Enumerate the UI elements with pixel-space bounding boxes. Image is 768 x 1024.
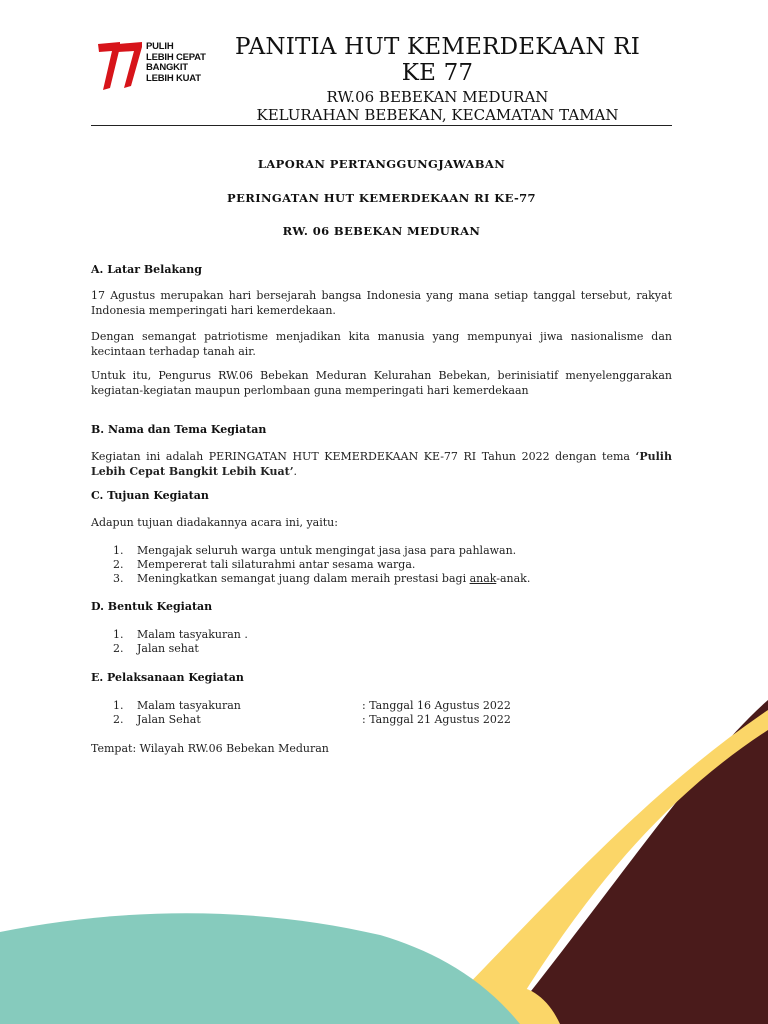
list-item [113,544,516,558]
list-text: Meningkatkan semangat juang dalam meraih prestasi bagi [137,572,470,585]
section-a-paragraph-3: Untuk itu, Pengurus RW.06 Bebekan Meduran Kelurahan Bebekan, berinisiatif menyelenggarakan kegiatan-kegiatan maupun perlombaan guna memperingati hari kemerdekaan [91,369,672,397]
section-a-heading: A. Latar Belakang [91,263,202,276]
document-subtitle-rw: RW. 06 BEBEKAN MEDURAN [282,224,481,238]
list-item [113,628,248,642]
section-a-paragraph-1: 17 Agustus merupakan hari bersejarah bangsa Indonesia yang mana setiap tanggal tersebut, rakyat Indonesia memperingati hari kemerdekaan. [91,289,672,317]
list-text: Jalan sehat [137,642,199,655]
list-item [113,572,530,586]
letterhead-title [200,34,675,86]
section-b-paragraph [91,449,672,479]
section-b-theme: ‘Pulih Lebih Cepat Bangkit Lebih Kuat’ [91,450,672,478]
letterhead-title-line-1: PANITIA HUT KEMERDEKAAN RI [235,34,640,60]
letterhead-sub-line-1: RW.06 BEBEKAN MEDURAN [326,88,549,106]
letterhead-subtitle [200,88,675,124]
section-b-text-end: . [293,465,298,478]
section-c-heading: C. Tujuan Kegiatan [91,489,209,502]
hut-ri-77-logo [96,38,204,92]
section-e-heading: E. Pelaksanaan Kegiatan [91,671,244,684]
list-item [113,699,511,713]
logo-line-2: LEBIH CEPAT [146,51,206,63]
list-number: 1. [113,628,124,641]
logo-line-1: PULIH [146,41,174,52]
section-b-heading: B. Nama dan Tema Kegiatan [91,423,267,436]
logo-tagline [146,42,206,84]
list-item [113,713,511,727]
letterhead-sub-line-2: KELURAHAN BEBEKAN, KECAMATAN TAMAN [256,106,619,124]
logo-77-mark-icon [96,38,146,92]
section-d-heading: D. Bentuk Kegiatan [91,600,213,613]
section-c-intro: Adapun tujuan diadakannya acara ini, yaitu: [91,516,338,529]
list-number: 2. [113,642,124,655]
list-number: 1. [113,699,124,712]
list-text: Jalan Sehat [137,713,201,726]
list-text-end: -anak. [496,572,531,585]
document-subtitle: PERINGATAN HUT KEMERDEKAAN RI KE-77 [227,191,536,205]
event-location: Tempat: Wilayah RW.06 Bebekan Meduran [91,742,329,755]
list-number: 2. [113,558,124,571]
list-number: 2. [113,713,124,726]
list-item [113,558,415,572]
list-text: Mempererat tali silaturahmi antar sesama warga. [137,558,416,571]
logo-line-3: BANGKIT [146,62,188,73]
list-number: 1. [113,544,124,557]
list-text: Malam tasyakuran [137,699,241,712]
list-item [113,642,199,656]
section-b-text: Kegiatan ini adalah PERINGATAN HUT KEMERDEKAAN KE-77 RI Tahun 2022 dengan tema [91,450,636,463]
list-number: 3. [113,572,124,585]
section-a-paragraph-2: Dengan semangat patriotisme menjadikan kita manusia yang mempunyai jiwa nasionalisme dan kecintaan terhadap tanah air. [91,330,672,358]
letterhead-title-line-2: KE 77 [401,60,474,86]
list-text: Malam tasyakuran . [137,628,248,641]
logo-line-4: LEBIH KUAT [146,72,201,84]
document-title: LAPORAN PERTANGGUNGJAWABAN [257,157,506,171]
schedule-date: : Tanggal 16 Agustus 2022 [362,699,511,712]
list-text: Mengajak seluruh warga untuk mengingat jasa jasa para pahlawan. [137,544,517,557]
schedule-date: : Tanggal 21 Agustus 2022 [362,713,511,726]
letterhead-divider [91,125,672,126]
underlined-word: anak [469,572,497,585]
